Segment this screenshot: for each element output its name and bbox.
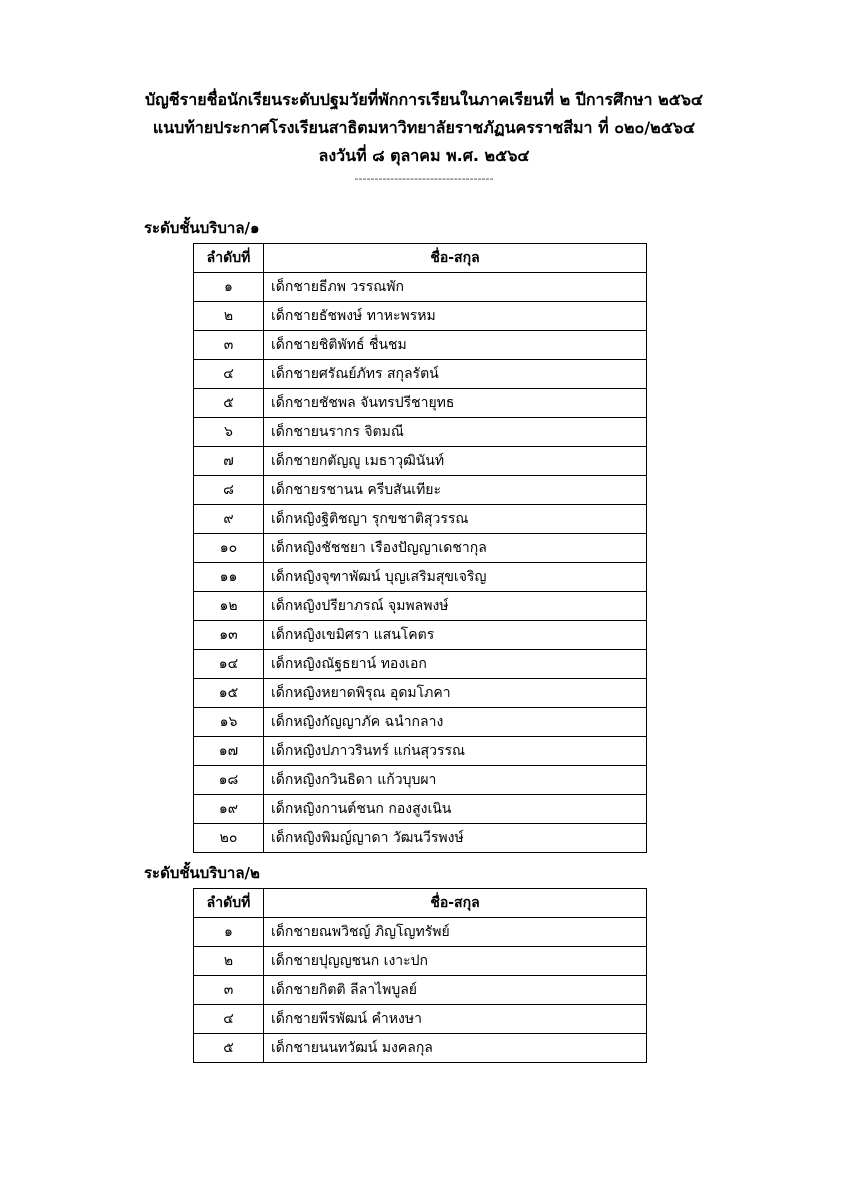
student-name: เด็กหญิงกัญญาภัค ฉนำกลาง <box>264 708 647 737</box>
student-name: เด็กชายณพวิชญ์ ภิญโญทรัพย์ <box>264 918 647 947</box>
row-number: ๖ <box>194 418 264 447</box>
student-name: เด็กหญิงณัฐธยาน์ ทองเอก <box>264 650 647 679</box>
table-row <box>194 447 647 476</box>
student-name: เด็กหญิงหยาดพิรุณ อุดมโภคา <box>264 679 647 708</box>
student-name: เด็กชายชิติพัทธ์ ชื่นชม <box>264 331 647 360</box>
student-name: เด็กหญิงชัชชยา เรืองปัญญาเดชากุล <box>264 534 647 563</box>
row-number: ๑๖ <box>194 708 264 737</box>
row-number: ๑๕ <box>194 679 264 708</box>
section-title-kindergarten-1: ระดับชั้นบริบาล/๑ <box>144 219 260 237</box>
student-name: เด็กหญิงกานต์ชนก กองสูงเนิน <box>264 795 647 824</box>
student-name: เด็กหญิงปรียาภรณ์ จุมพลพงษ์ <box>264 592 647 621</box>
table-row <box>194 563 647 592</box>
column-header-order: ลำดับที่ <box>194 244 264 273</box>
column-header-name: ชื่อ-สกุล <box>264 889 647 918</box>
table-row <box>194 476 647 505</box>
table-row <box>194 331 647 360</box>
table-row <box>194 534 647 563</box>
roster-table-kindergarten-1 <box>193 243 647 853</box>
table-row <box>194 708 647 737</box>
table-row <box>194 650 647 679</box>
table-row <box>194 918 647 947</box>
section-title-kindergarten-2: ระดับชั้นบริบาล/๒ <box>144 864 260 882</box>
table-row <box>194 418 647 447</box>
row-number: ๑๙ <box>194 795 264 824</box>
student-name: เด็กชายกิตติ ลีลาไพบูลย์ <box>264 976 647 1005</box>
student-name: เด็กชายนนทวัฒน์ มงคลกุล <box>264 1034 647 1063</box>
student-name: เด็กหญิงกวินธิดา แก้วบุบผา <box>264 766 647 795</box>
row-number: ๔ <box>194 1005 264 1034</box>
table-row <box>194 302 647 331</box>
table-row <box>194 824 647 853</box>
student-name: เด็กหญิงพิมญ์ญาดา วัฒนวีรพงษ์ <box>264 824 647 853</box>
column-header-order: ลำดับที่ <box>194 889 264 918</box>
table-row <box>194 679 647 708</box>
student-name: เด็กชายชัชพล จันทรปรีชายุทธ <box>264 389 647 418</box>
table-row <box>194 505 647 534</box>
student-name: เด็กชายพีรพัฒน์ คำหงษา <box>264 1005 647 1034</box>
document-header <box>0 86 848 186</box>
row-number: ๔ <box>194 360 264 389</box>
student-name: เด็กชายนรากร จิตมณี <box>264 418 647 447</box>
row-number: ๓ <box>194 331 264 360</box>
table-header-row <box>194 889 647 918</box>
roster-table-kindergarten-2 <box>193 888 647 1063</box>
student-name: เด็กชายกตัญญู เมธาวุฒินันท์ <box>264 447 647 476</box>
student-name: เด็กหญิงเขมิศรา แสนโคตร <box>264 621 647 650</box>
row-number: ๒ <box>194 302 264 331</box>
row-number: ๑ <box>194 273 264 302</box>
row-number: ๑๓ <box>194 621 264 650</box>
row-number: ๑๒ <box>194 592 264 621</box>
row-number: ๑๐ <box>194 534 264 563</box>
table-row <box>194 766 647 795</box>
row-number: ๘ <box>194 476 264 505</box>
row-number: ๕ <box>194 1034 264 1063</box>
row-number: ๗ <box>194 447 264 476</box>
student-name: เด็กหญิงจุฑาพัฒน์ บุญเสริมสุขเจริญ <box>264 563 647 592</box>
table-header-row <box>194 244 647 273</box>
table-row <box>194 1034 647 1063</box>
table-row <box>194 389 647 418</box>
student-name: เด็กหญิงฐิติชญา รุกขชาติสุวรรณ <box>264 505 647 534</box>
header-date-line: ลงวันที่ ๘ ตุลาคม พ.ศ. ๒๕๖๔ <box>318 146 530 165</box>
table-row <box>194 621 647 650</box>
row-number: ๙ <box>194 505 264 534</box>
row-number: ๓ <box>194 976 264 1005</box>
row-number: ๑๑ <box>194 563 264 592</box>
table-row <box>194 976 647 1005</box>
row-number: ๒๐ <box>194 824 264 853</box>
row-number: ๕ <box>194 389 264 418</box>
row-number: ๒ <box>194 947 264 976</box>
student-name: เด็กชายรชานน ครีบสันเทียะ <box>264 476 647 505</box>
student-name: เด็กหญิงปภาวรินทร์ แก่นสุวรรณ <box>264 737 647 766</box>
student-name: เด็กชายธีภพ วรรณพัก <box>264 273 647 302</box>
row-number: ๑ <box>194 918 264 947</box>
table-row <box>194 273 647 302</box>
table-row <box>194 360 647 389</box>
table-row <box>194 1005 647 1034</box>
header-separator: ----------------------------------- <box>354 172 494 185</box>
row-number: ๑๘ <box>194 766 264 795</box>
row-number: ๑๗ <box>194 737 264 766</box>
table-row <box>194 592 647 621</box>
header-announcement-line: แนบท้ายประกาศโรงเรียนสาธิตมหาวิทยาลัยราชภัฏนครราชสีมา ที่ ๐๒๐/๒๕๖๔ <box>152 118 696 137</box>
student-name: เด็กชายธัชพงษ์ ทาหะพรหม <box>264 302 647 331</box>
row-number: ๑๔ <box>194 650 264 679</box>
student-name: เด็กชายปุญญชนก เงาะปก <box>264 947 647 976</box>
table-row <box>194 795 647 824</box>
table-row <box>194 947 647 976</box>
header-title-line: บัญชีรายชื่อนักเรียนระดับปฐมวัยที่พักการเรียนในภาคเรียนที่ ๒ ปีการศึกษา ๒๕๖๔ <box>145 90 703 109</box>
student-name: เด็กชายศรัณย์ภัทร สกุลรัตน์ <box>264 360 647 389</box>
table-row <box>194 737 647 766</box>
column-header-name: ชื่อ-สกุล <box>264 244 647 273</box>
